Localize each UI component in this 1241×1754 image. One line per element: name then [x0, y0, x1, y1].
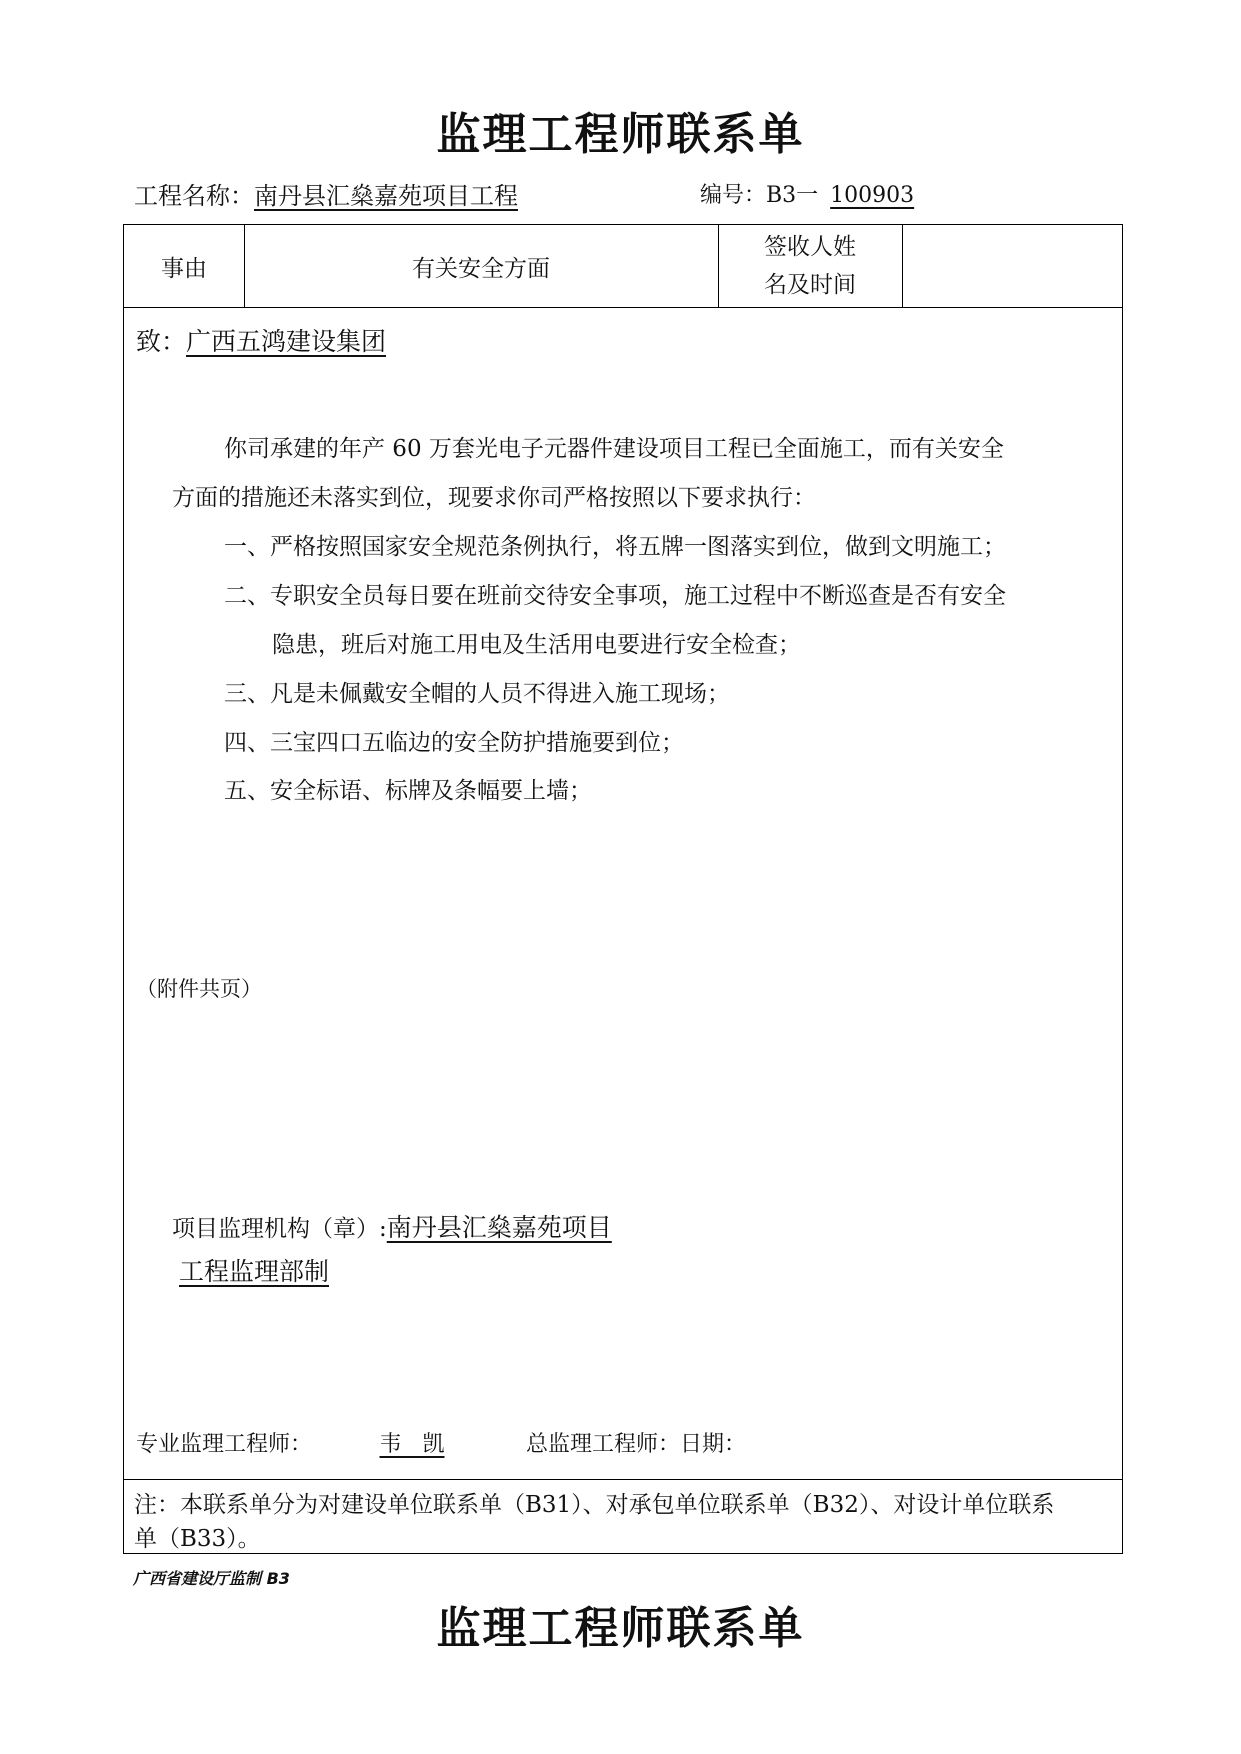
- form-table: [123, 224, 1123, 1554]
- project-number-value: 100903: [830, 183, 915, 208]
- supervision-org-value-1: 南丹县汇燊嘉苑项目: [386, 1213, 612, 1242]
- requirement-4: 四、三宝四口五临边的安全防护措施要到位；: [224, 730, 684, 756]
- note-line-2: 单（B33）。: [134, 1526, 261, 1552]
- supervision-org-row: [172, 1208, 612, 1244]
- engineer-value: 韦 凯: [379, 1432, 445, 1457]
- issuer-footer: 广西省建设厅监制 B3: [133, 1569, 290, 1588]
- sign-label-line-1: 签收人姓: [764, 234, 856, 260]
- date-label: 日期：: [680, 1432, 747, 1457]
- note-line-1: 注：本联系单分为对建设单位联系单（B31）、对承包单位联系单（B32）、对设计单位联系: [134, 1492, 1055, 1518]
- requirement-2-cont: 隐患，班后对施工用电及生活用电要进行安全检查；: [272, 632, 801, 658]
- chief-engineer-label: 总监理工程师：: [526, 1432, 681, 1457]
- paragraph-line-1: 你司承建的年产 60 万套光电子元器件建设项目工程已全面施工，而有关安全: [224, 436, 1004, 462]
- reason-label: 事由: [161, 255, 207, 282]
- reason-value: 有关安全方面: [412, 255, 550, 282]
- sign-label: [718, 225, 902, 307]
- note-row: [124, 1479, 1122, 1553]
- project-number-row: [700, 178, 926, 209]
- next-page-title: 监理工程师联系单: [436, 1603, 805, 1654]
- project-number-label: 编号：B3一: [700, 183, 819, 208]
- supervision-org-label: 项目监理机构（章）:: [172, 1216, 387, 1242]
- supervision-org-value-2: 工程监理部制: [179, 1257, 330, 1286]
- requirement-3: 三、凡是未佩戴安全帽的人员不得进入施工现场；: [224, 681, 730, 707]
- header-row: [124, 225, 1122, 308]
- engineer-label: 专业监理工程师：: [136, 1432, 313, 1457]
- project-name-row: [134, 176, 518, 211]
- sign-value: [902, 225, 1122, 307]
- sign-label-line-2: 名及时间: [764, 272, 856, 298]
- document-title: 监理工程师联系单: [436, 109, 805, 160]
- signature-row: [136, 1427, 746, 1458]
- attachment-note: （附件共页）: [136, 977, 262, 1001]
- project-name-value: 南丹县汇燊嘉苑项目工程: [254, 182, 518, 210]
- supervision-org-value-2-row: [179, 1252, 329, 1288]
- requirement-2: 二、专职安全员每日要在班前交待安全事项，施工过程中不断巡查是否有安全: [224, 583, 1006, 609]
- requirement-1: 一、严格按照国家安全规范条例执行，将五牌一图落实到位，做到文明施工；: [224, 534, 1006, 560]
- paragraph-line-2: 方面的措施还未落实到位，现要求你司严格按照以下要求执行：: [172, 485, 816, 511]
- requirement-5: 五、安全标语、标牌及条幅要上墙；: [224, 778, 592, 804]
- recipient-row: [136, 322, 386, 358]
- recipient-label: 致：: [136, 327, 187, 356]
- recipient-value: 广西五鸿建设集团: [186, 327, 387, 356]
- project-name-label: 工程名称：: [134, 182, 254, 210]
